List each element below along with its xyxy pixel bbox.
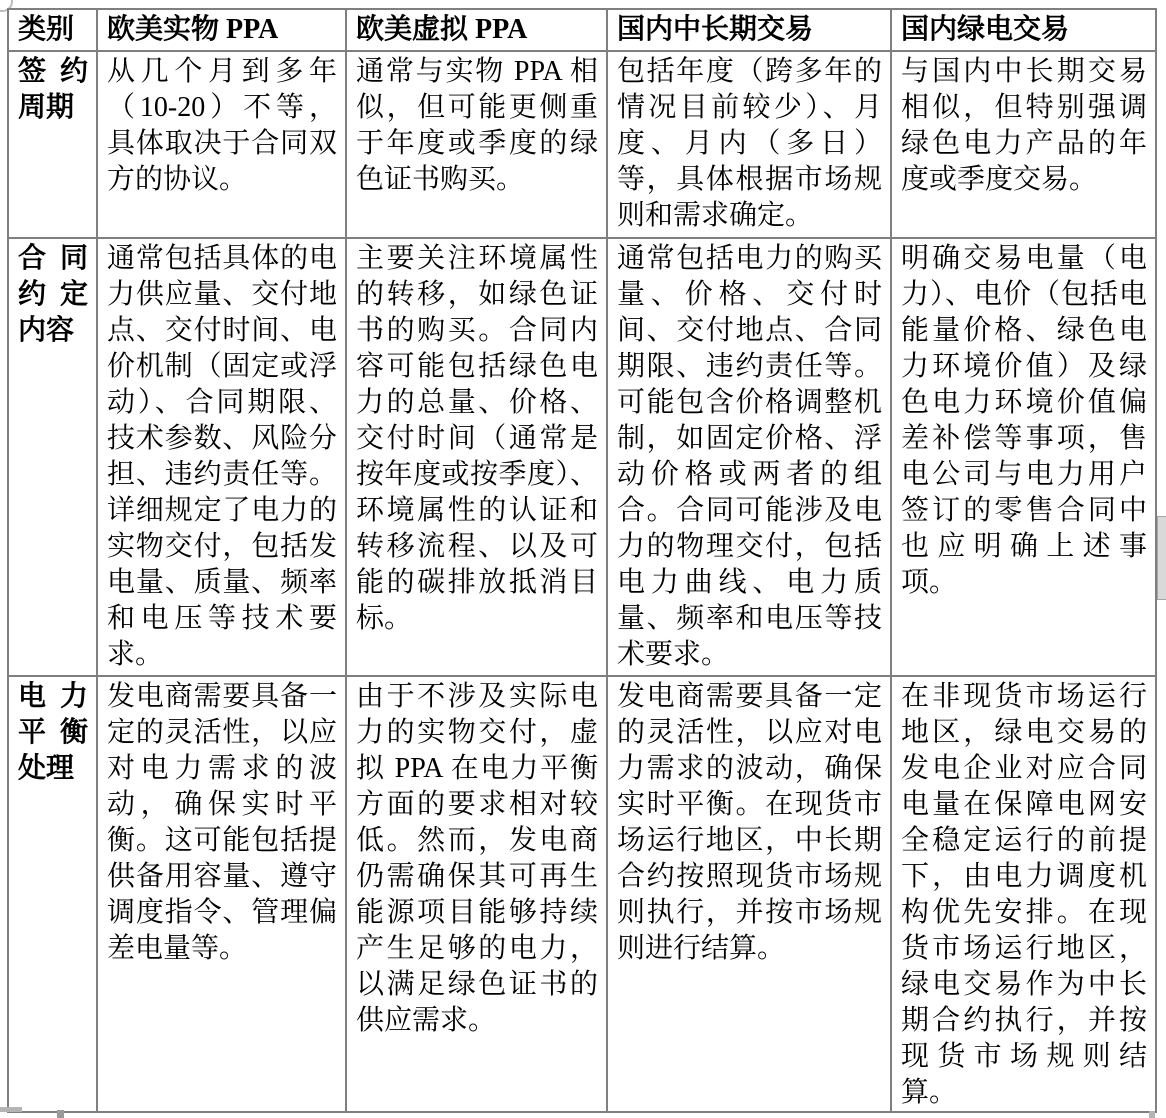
header-cell-virtual-ppa[interactable]: 欧美虚拟 PPA [346, 9, 607, 51]
table-header-row [8, 9, 1156, 51]
body-cell[interactable]: 通常与实物 PPA 相似，但可能更侧重于年度或季度的绿色证书购买。 [346, 51, 607, 238]
row-label-cell[interactable]: 电力平衡处理 [8, 676, 97, 1112]
table-row-signing-period [8, 51, 1156, 238]
body-cell[interactable]: 通常包括电力的购买量、价格、交付时间、交付地点、合同期限、违约责任等。可能包含价格调整机制，如固定价格、浮动价格或两者的组合。合同可能涉及电力的物理交付，包括电力曲线、电力质量、频率和电压等技术要求。 [607, 238, 891, 676]
body-cell[interactable]: 发电商需要具备一定的灵活性，以应对电力需求的波动，确保实时平衡。在现货市场运行地区，中长期合约按照现货市场规则执行，并按市场规则进行结算。 [607, 676, 891, 1112]
table-row-power-balancing [8, 676, 1156, 1112]
header-cell-domestic-green[interactable]: 国内绿电交易 [891, 9, 1156, 51]
body-cell[interactable]: 发电商需要具备一定的灵活性，以应对电力需求的波动，确保实时平衡。这可能包括提供备用容量、遵守调度指令、管理偏差电量等。 [97, 676, 346, 1112]
body-cell[interactable]: 在非现货市场运行地区，绿电交易的发电企业对应合同电量在保障电网安全稳定运行的前提下，由电力调度机构优先安排。在现货市场运行地区，绿电交易作为中长期合约执行，并按现货市场规则结算。 [891, 676, 1156, 1112]
row-label-cell[interactable]: 合同约定内容 [8, 238, 97, 676]
body-cell[interactable]: 从几个月到多年（10-20）不等，具体取决于合同双方的协议。 [97, 51, 346, 238]
body-cell[interactable]: 明确交易电量（电力）、电价（包括电能量价格、绿色电力环境价值）及绿色电力环境价值偏差补偿等事项，售电公司与电力用户签订的零售合同中也应明确上述事项。 [891, 238, 1156, 676]
header-cell-physical-ppa[interactable]: 欧美实物 PPA [97, 9, 346, 51]
page-bottom-left-mark [0, 1107, 22, 1112]
body-cell[interactable]: 与国内中长期交易相似，但特别强调绿色电力产品的年度或季度交易。 [891, 51, 1156, 238]
row-label-cell[interactable]: 签约周期 [8, 51, 97, 238]
comparison-table [7, 8, 1157, 1113]
vertical-scrollbar-thumb[interactable] [1157, 516, 1166, 600]
body-cell[interactable]: 由于不涉及实际电力的实物交付，虚拟 PPA 在电力平衡方面的要求相对较低。然而，发电商仍需确保其可再生能源项目能够持续产生足够的电力，以满足绿色证书的供应需求。 [346, 676, 607, 1112]
table-border-continuation-mark [1149, 1111, 1155, 1118]
body-cell[interactable]: 包括年度（跨多年的情况目前较少）、月度、月内（多日）等，具体根据市场规则和需求确定。 [607, 51, 891, 238]
body-cell[interactable]: 主要关注环境属性的转移，如绿色证书的购买。合同内容可能包括绿色电力的总量、价格、交付时间（通常是按年度或按季度）、环境属性的认证和转移流程、以及可能的碳排放抵消目标。 [346, 238, 607, 676]
table-row-contract-content [8, 238, 1156, 676]
body-cell[interactable]: 通常包括具体的电力供应量、交付地点、交付时间、电价机制（固定或浮动）、合同期限、技术参数、风险分担、违约责任等。详细规定了电力的实物交付，包括发电量、质量、频率和电压等技术要求。 [97, 238, 346, 676]
header-cell-domestic-mlt[interactable]: 国内中长期交易 [607, 9, 891, 51]
page-bottom-left-stub-mark [57, 1110, 64, 1118]
header-cell-category[interactable]: 类别 [8, 9, 97, 51]
